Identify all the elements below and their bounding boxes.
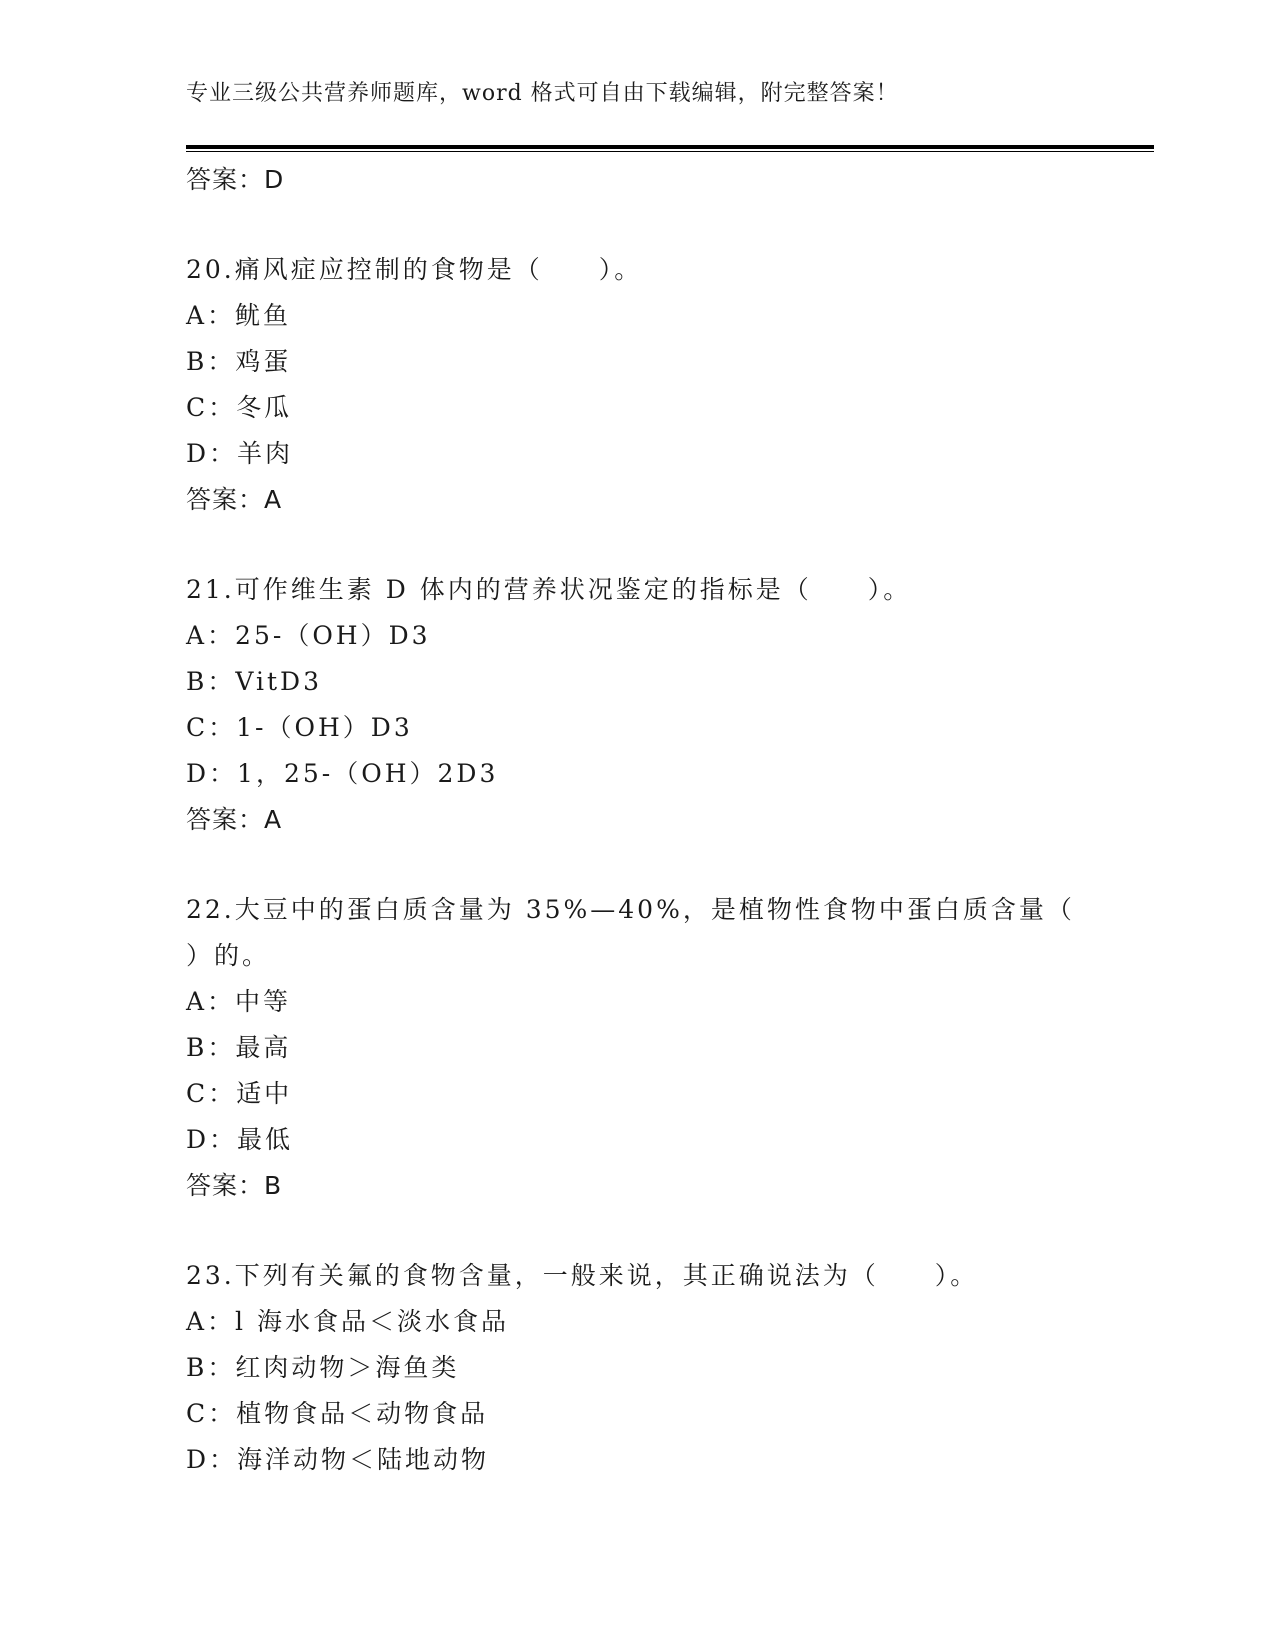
option-b: B：VitD3: [186, 667, 322, 696]
option-b: B：鸡蛋: [186, 347, 292, 376]
question-21: [186, 567, 1066, 843]
document-body: [186, 157, 1075, 1483]
answer: 答案：A: [186, 805, 283, 834]
option-c: C：冬瓜: [186, 393, 293, 422]
answer: 答案：A: [186, 485, 283, 514]
option-a: A：鱿鱼: [186, 301, 292, 330]
question-22: [186, 887, 1075, 1209]
option-b: B：红肉动物＞海鱼类: [186, 1353, 460, 1382]
header-rule: [186, 145, 1154, 149]
option-d: D：1，25-（OH）2D3: [186, 759, 499, 788]
question-text: 23.下列有关氟的食物含量，一般来说，其正确说法为（ ）。: [186, 1261, 979, 1290]
option-a: A：中等: [186, 987, 292, 1016]
question-text: 21.可作维生素 D 体内的营养状况鉴定的指标是（ ）。: [186, 575, 912, 604]
option-c: C：适中: [186, 1079, 293, 1108]
answer-19: 答案：D: [186, 165, 285, 194]
page-header-text: 专业三级公共营养师题库，word 格式可自由下载编辑，附完整答案！: [186, 81, 899, 106]
option-b: B：最高: [186, 1033, 292, 1062]
question-20: [186, 247, 1066, 523]
question-text-line-1: 22.大豆中的蛋白质含量为 35%—40%，是植物性食物中蛋白质含量（: [186, 895, 1075, 924]
question-23: [186, 1253, 1066, 1483]
option-a: A：25-（OH）D3: [186, 621, 431, 650]
option-c: C：植物食品＜动物食品: [186, 1399, 489, 1428]
question-text: 20.痛风症应控制的食物是（ ）。: [186, 255, 643, 284]
answer: 答案：B: [186, 1171, 283, 1200]
option-d: D：海洋动物＜陆地动物: [186, 1445, 490, 1474]
option-c: C：1-（OH）D3: [186, 713, 413, 742]
option-d: D：最低: [186, 1125, 294, 1154]
question-text-line-2: ）的。: [186, 941, 271, 970]
option-d: D：羊肉: [186, 439, 294, 468]
header-rule-thin: [186, 151, 1154, 152]
option-a: A：l 海水食品＜淡水食品: [186, 1307, 509, 1336]
